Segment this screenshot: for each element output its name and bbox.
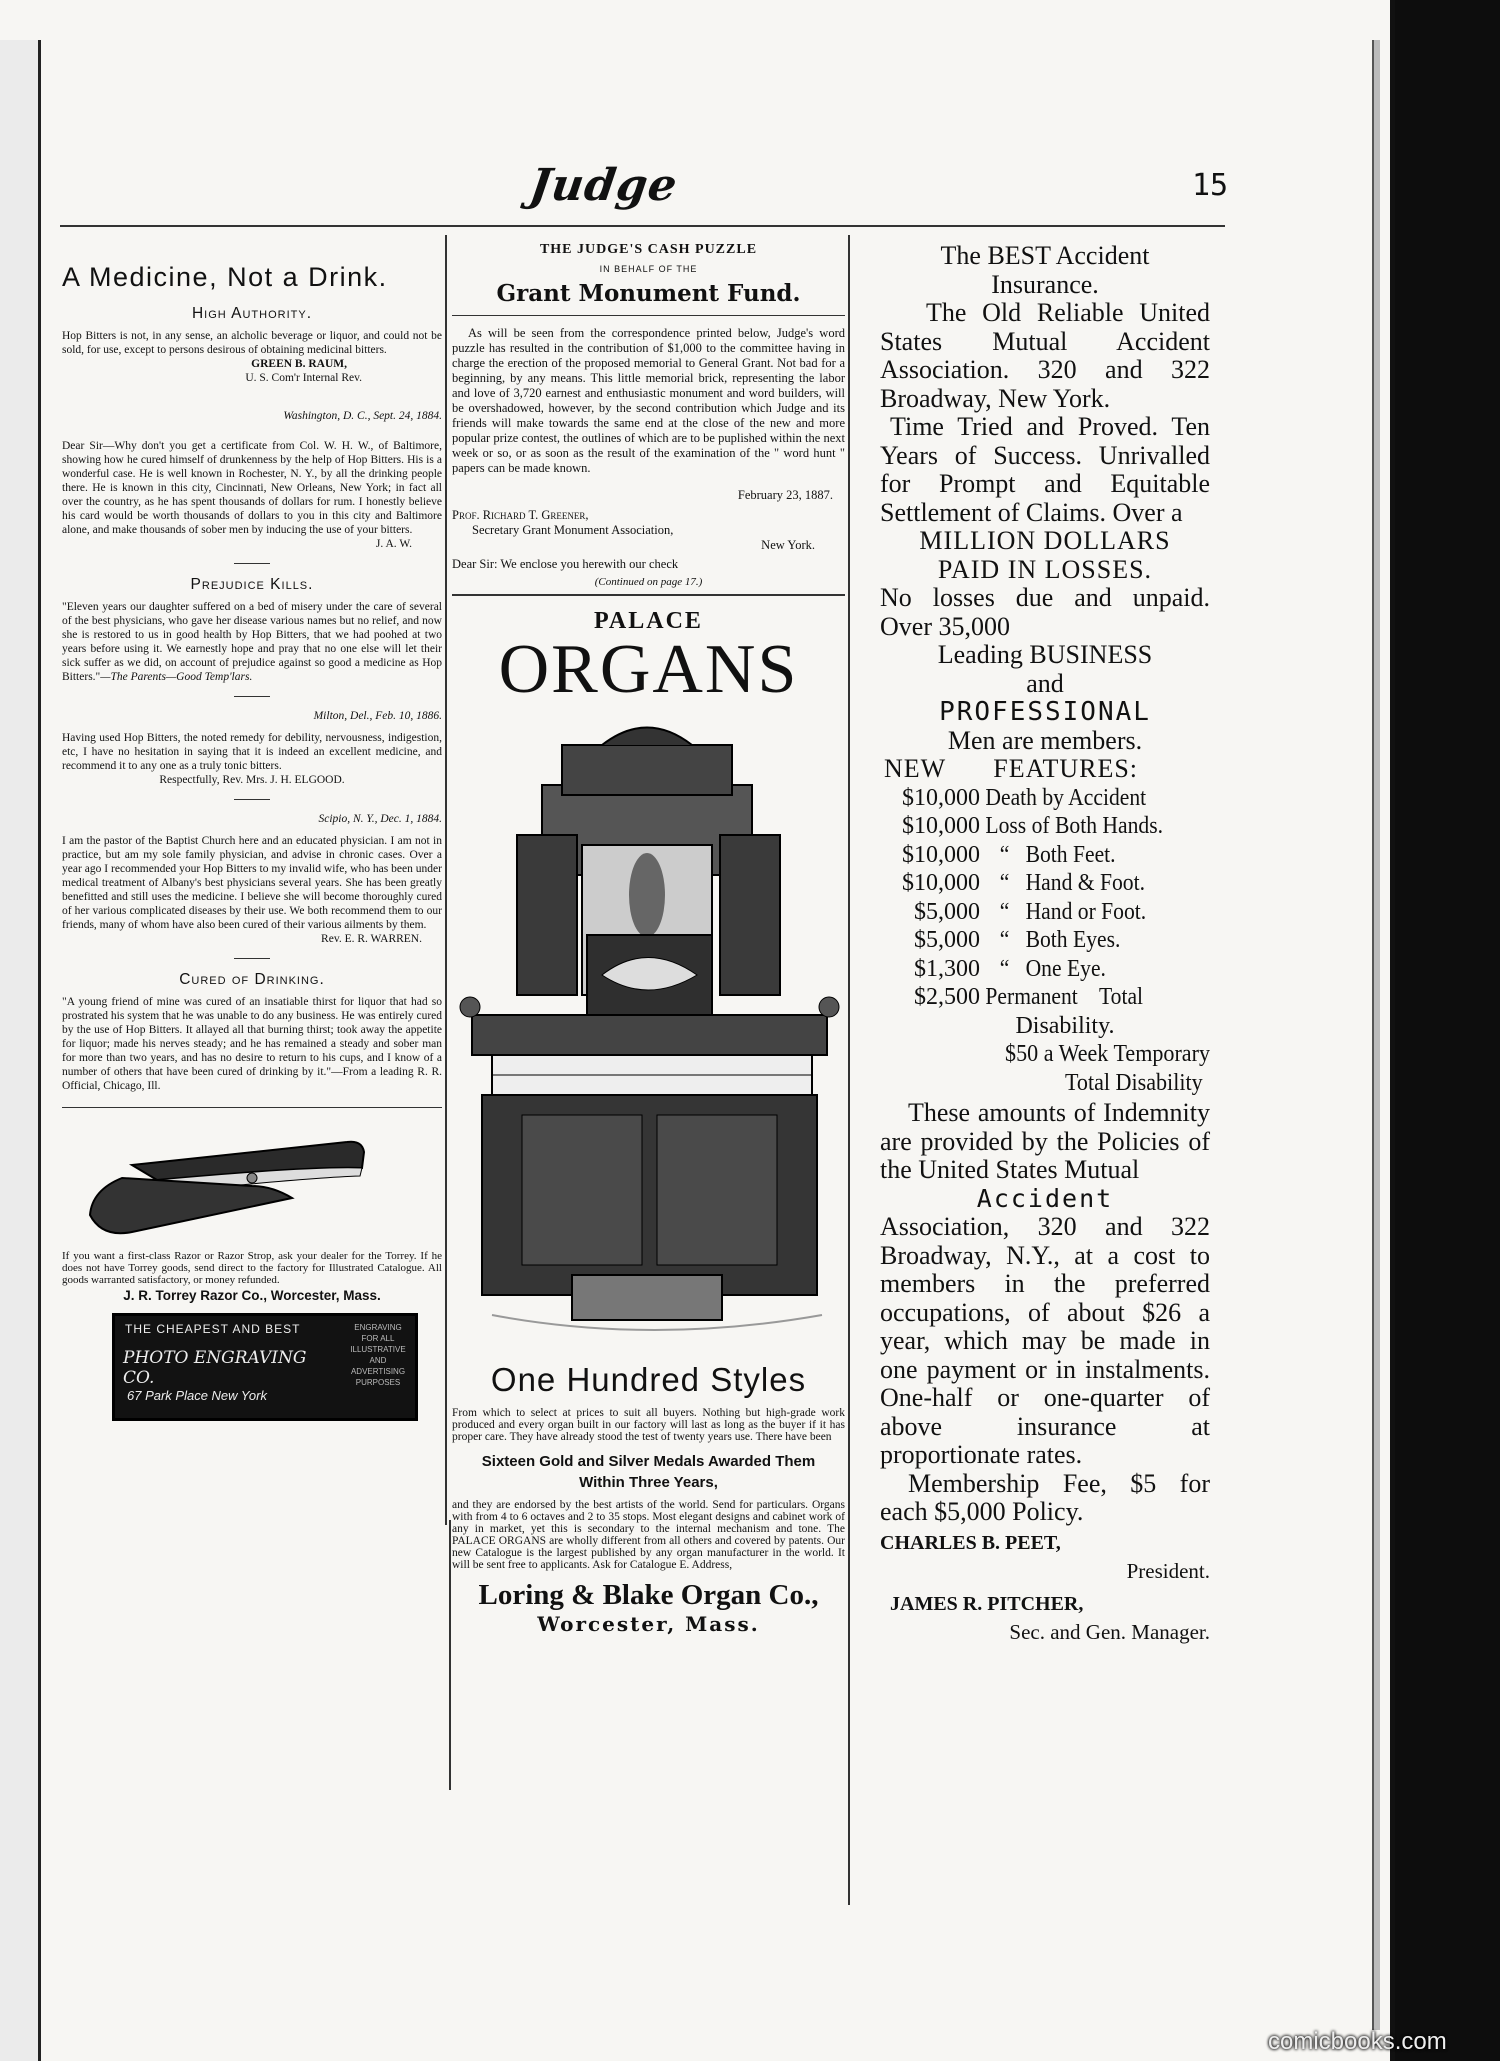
signature: GREEN B. RAUM, xyxy=(251,358,347,370)
ad-emphasis: MILLION DOLLARS xyxy=(919,526,1171,555)
feature-desc: Loss of Both Hands. xyxy=(985,813,1164,839)
testimonial-text: Dear Sir—Why don't you get a certificate from Col. W. H. W., of Baltimore, showing how he cured himself of drunkenness by the help of Hop Bitters. His is a wonderful case. He is well known in Rochester, N. Y., by all the drinking people there. He is known in this city, Cincinnati, New Orleans, New York; in fact all over the country, as he has spent thousands of dollars for rum. I honestly believe his card would be worth thousands of dollars to you in this city and Baltimore alone, and make thousands of sober men by inducing the use of your bitters. xyxy=(62,440,442,536)
feature-desc: “ Hand or Foot. xyxy=(999,898,1147,925)
ad-headline: The BEST Accident xyxy=(940,241,1150,270)
ad-headline: Insurance. xyxy=(991,269,1099,299)
features-list xyxy=(880,784,1210,1098)
ad-medals: Sixteen Gold and Silver Medals Awarded Them Within Three Years, xyxy=(481,1453,816,1491)
ad-signature-title: Sec. and Gen. Manager. xyxy=(1009,1620,1210,1644)
ad-rule xyxy=(62,1107,442,1108)
column-title: A Medicine, Not a Drink. xyxy=(62,262,388,292)
testimonial-text: "A young friend of mine was cured of an insatiable thirst for liquor that had so prostrated his system that he was unable to do any business. He was entirely cured by the use of Hop Bitters. It allayed all that burning thirst; took away the appetite for liquor; made his nerves steady; and he has remained a steady and sober man for more than two years, and has no desire to return to his cups, and I know of a number of others that have been cured of drinking by it."—From a leading R. R. Official, Chicago, Ill. xyxy=(62,996,442,1092)
feature-row: Disability. xyxy=(1015,1012,1115,1039)
masthead-logo: Judge xyxy=(526,160,681,211)
letter-address: Secretary Grant Monument Association, xyxy=(472,523,674,537)
ad-body-text: and they are endorsed by the best artists of the world. Send for particulars. Organs with from 4 to 6 octaves and 2 to 35 stops. Most elegant designs and cabinet work of any in market, yet this is secondary to the internal mechanism and tone. The PALACE ORGANS are wholly different from all others and covered by patents. Our new Catalogue is the largest published by any organ manufacturer in the world. It will be sent free to applicants. Ask for Catalogue E. Address, xyxy=(452,1499,845,1571)
dateline: Washington, D. C., Sept. 24, 1884. xyxy=(283,410,442,422)
scan-background xyxy=(1395,0,1500,2061)
letter-address: Prof. Richard T. Greener, xyxy=(452,508,589,522)
signature: J. A. W. xyxy=(375,538,412,550)
photo-engraving-ad xyxy=(112,1313,418,1421)
ad-company: Loring & Blake Organ Co., xyxy=(478,1579,819,1611)
feature-row: $50 a Week Temporary xyxy=(1005,1041,1210,1067)
ad-body: Accident xyxy=(976,1183,1114,1213)
puzzle-subheading: IN BEHALF OF THE xyxy=(599,264,698,274)
column-divider-2 xyxy=(848,235,850,1905)
organ-icon xyxy=(452,715,845,1355)
hop-bitters-column xyxy=(62,240,442,1421)
signature: Respectfully, Rev. Mrs. J. H. ELGOOD. xyxy=(159,774,345,786)
razor-illustration xyxy=(62,1120,442,1250)
feature-row xyxy=(880,784,1210,813)
feature-row xyxy=(880,926,1210,955)
section-rule xyxy=(234,563,270,564)
section-heading: High Authority. xyxy=(191,305,313,322)
feature-amount: $10,000 xyxy=(902,813,980,839)
ad-body: and xyxy=(1026,668,1064,698)
feature-amount: $5,000 xyxy=(914,898,980,925)
ad-styles-headline: One Hundred Styles xyxy=(490,1361,807,1398)
signature: Rev. E. R. WARREN. xyxy=(321,933,422,945)
ad-signature: CHARLES B. PEET, xyxy=(880,1531,1061,1554)
page-number: 15 xyxy=(1192,168,1229,203)
ad-body: These amounts of Indemnity are provided by the Policies of the United States Mutual xyxy=(880,1098,1210,1184)
puzzle-heading: THE JUDGE'S CASH PUZZLE xyxy=(539,242,758,257)
feature-row xyxy=(880,812,1210,841)
puzzle-fund-title: Grant Monument Fund. xyxy=(496,280,801,307)
header-rule xyxy=(60,225,1225,227)
column-divider-1b xyxy=(449,1520,451,1790)
section-rule xyxy=(234,696,270,697)
feature-amount: $10,000 xyxy=(902,870,980,896)
signature-title: U. S. Com'r Internal Rev. xyxy=(245,372,362,384)
razor-icon xyxy=(62,1120,442,1250)
ad-body: Association, 320 and 322 Broadway, N.Y., at a cost to members in the preferred occupations, of about $26 a year, which may be made in one payment or in instalments. One-half or one-quarter of above insurance at proportionate rates. xyxy=(880,1212,1210,1469)
continued-note: (Continued on page 17.) xyxy=(594,576,703,588)
testimonial-text: Having used Hop Bitters, the noted remedy for debility, nervousness, indigestion, etc, I have no hesitation in saying that it is indeed an excellent medicine, and recommend it to any one as a truly tonic bitters. xyxy=(62,732,442,772)
ad-body-text: From which to select at prices to suit all buyers. Nothing but high-grade work produced and every organ built in our factory will last as long as the buyer if it has proper care. They have already stood the test of twenty years use. There have been xyxy=(452,1407,845,1443)
puzzle-bottom-rule xyxy=(452,594,845,596)
letter-greeting: Dear Sir: We enclose you herewith our check xyxy=(452,557,679,571)
ad-address: 67 Park Place New York xyxy=(127,1388,267,1403)
feature-desc: “ One Eye. xyxy=(999,955,1106,982)
razor-company: J. R. Torrey Razor Co., Worcester, Mass. xyxy=(123,1288,381,1303)
ad-body: Time Tried and Proved. Ten Years of Success. Unrivalled for Prompt and Equitable Settlement of Claims. Over a xyxy=(880,412,1210,527)
letter-address: New York. xyxy=(761,538,815,552)
section-heading: Prejudice Kills. xyxy=(190,576,314,593)
left-page-edge xyxy=(0,40,41,2061)
column-divider-1 xyxy=(445,235,447,1525)
ad-palace: PALACE xyxy=(594,608,703,634)
feature-row xyxy=(880,898,1210,927)
ad-emphasis: PROFESSIONAL xyxy=(939,697,1151,727)
testimonial-text: I am the pastor of the Baptist Church here and an educated physician. I am not in practice, but am my sole family physician, and advise in chronic cases. Over a year ago I recommended your Hop Bitters to my invalid wife, who has been under medical treatment of Albany's best physicians several years. She has been greatly benefitted and still uses the medicine. I believe she will become thoroughly cured of her various complicated diseases by their use. We both recommend them to our friends, many of whom have also been cured of their various ailments by them. xyxy=(62,835,442,931)
dateline: Scipio, N. Y., Dec. 1, 1884. xyxy=(318,813,442,825)
feature-desc: “ Hand & Foot. xyxy=(999,870,1145,896)
feature-desc: “ Both Eyes. xyxy=(999,927,1121,953)
dateline: Milton, Del., Feb. 10, 1886. xyxy=(313,710,442,722)
feature-amount: $10,000 xyxy=(902,841,980,868)
section-heading: Cured of Drinking. xyxy=(179,971,325,988)
ad-side-text: ENGRAVING FOR ALL ILLUSTRATIVE AND ADVERTISING PURPOSES xyxy=(350,1323,406,1387)
puzzle-text: As will be seen from the correspondence printed below, Judge's word puzzle has resulted in the contribution of $1,000 to the committee having in charge the erection of the proposed memorial to General Grant. Not bad for a beginning, by any means. This little memorial brick, representing the labor and love of 3,720 earnest and enthusiastic monument and word builders, will be overshadowed, however, by the second contribution which Judge and its friends will make towards the same end at the close of the new and more popular prize contest, the outlines of which are to be puplished within the next week or so, or as soon as the result of the examination of the " word hunt " papers can be made known. xyxy=(452,326,845,475)
testimonial-source: —The Parents—Good Temp'lars. xyxy=(100,671,253,683)
section-rule xyxy=(234,799,270,800)
ad-body: Membership Fee, $5 for each $5,000 Policy. xyxy=(880,1468,1210,1526)
ad-body: Men are members. xyxy=(947,725,1143,755)
ad-signature-title: President. xyxy=(1126,1559,1210,1583)
organ-column xyxy=(452,240,845,1636)
ad-body: Leading BUSINESS xyxy=(937,640,1153,669)
ad-body: The Old Reliable United States Mutual Accident Association. 320 and 322 Broadway, New York. xyxy=(880,298,1210,413)
ad-company-name: PHOTO ENGRAVING CO. xyxy=(123,1348,307,1388)
feature-row: Total Disability xyxy=(1064,1069,1203,1096)
feature-desc: Permanent Total xyxy=(985,984,1144,1010)
feature-amount: $2,500 xyxy=(914,984,980,1010)
feature-row xyxy=(880,955,1210,984)
watermark: comicbooks.com xyxy=(1268,2028,1447,2055)
right-page-edge xyxy=(1372,40,1380,2030)
feature-amount: $10,000 xyxy=(902,784,980,811)
puzzle-date: February 23, 1887. xyxy=(737,488,833,502)
feature-desc: Death by Accident xyxy=(985,784,1147,811)
ad-signature: JAMES R. PITCHER, xyxy=(890,1592,1084,1615)
ad-tagline: THE CHEAPEST AND BEST xyxy=(125,1322,301,1336)
ad-body: No losses due and unpaid. Over 35,000 xyxy=(880,583,1210,641)
ad-organs-title: ORGANS xyxy=(498,631,799,708)
feature-amount: $5,000 xyxy=(914,927,980,953)
feature-row xyxy=(880,869,1210,898)
puzzle-rule xyxy=(452,315,845,316)
features-heading: NEW FEATURES: xyxy=(884,754,1139,783)
feature-desc: “ Both Feet. xyxy=(999,841,1116,868)
testimonial-text xyxy=(62,600,442,684)
ad-city: Worcester, Mass. xyxy=(537,1612,760,1636)
feature-row xyxy=(880,983,1210,1012)
testimonial-quote: "Eleven years our daughter suffered on a bed of misery under the care of several of the best physicians, who gave her disease various names but no relief, and now she is restored to us in good health by Hop Bitters, that we had poohed at two years before using it. We earnestly hope and pray that no one else will let their sick suffer as we did, on account of prejudice against so good a medicine as Hop Bitters." xyxy=(62,601,442,683)
section-rule xyxy=(234,958,270,959)
razor-ad-text: If you want a first-class Razor or Razor Strop, ask your dealer for the Torrey. If he does not have Torrey goods, send direct to the factory for Illustrated Catalogue. All goods warranted satisfactory, or money refunded. xyxy=(62,1250,442,1286)
feature-row xyxy=(880,841,1210,870)
ad-emphasis: PAID IN LOSSES. xyxy=(937,554,1153,584)
feature-amount: $1,300 xyxy=(914,955,980,982)
organ-illustration xyxy=(452,715,845,1355)
insurance-ad-column xyxy=(880,240,1210,1647)
testimonial-text: Hop Bitters is not, in any sense, an alcholic beverage or liquor, and could not be sold, for use, except to persons desirous of obtaining medicinal bitters. xyxy=(62,330,442,356)
